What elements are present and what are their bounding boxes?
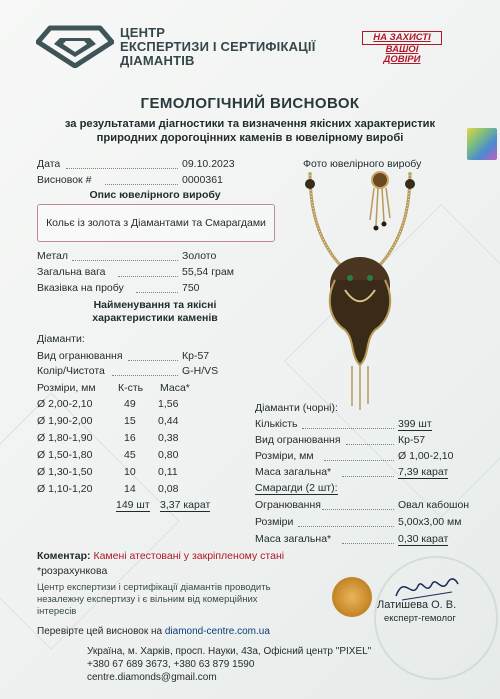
table-cell-qty: 49 — [124, 398, 136, 410]
emeralds-size-value: 5,00х3,00 мм — [398, 516, 462, 528]
column-header-size: Розміри, мм — [37, 382, 96, 394]
table-cell-size: Ø 1,90-2,00 — [37, 415, 93, 427]
slogan-line: НА ЗАХИСТІ — [362, 31, 442, 45]
photo-label: Фото ювелірного виробу — [303, 158, 422, 170]
hologram-sticker — [467, 128, 497, 160]
table-cell-mass: 1,56 — [158, 398, 179, 410]
disclaimer-line: інтересів — [37, 606, 77, 617]
table-cell-qty: 45 — [124, 449, 136, 461]
table-cell-mass: 0,11 — [158, 466, 178, 478]
document-subtitle — [30, 117, 470, 145]
slogan-line: ДОВІРИ — [383, 54, 421, 65]
emeralds-mass-value: 0,30 карат — [398, 533, 449, 545]
total-weight-label: Загальна вага — [37, 266, 106, 278]
stones-heading — [37, 299, 273, 325]
diamonds-total-qty: 149 шт — [116, 499, 150, 511]
emeralds-cut-label: Огранювання — [255, 499, 321, 511]
total-weight-value: 55,54 грам — [182, 266, 234, 278]
dotted-leader — [136, 292, 178, 293]
black-diamonds-cut-label: Вид огранювання — [255, 434, 341, 446]
column-header-qty: К-сть — [118, 382, 144, 394]
footer-address: Україна, м. Харків, просп. Науки, 43а, Офісний центр "PIXEL" — [87, 646, 372, 657]
disclaimer — [37, 582, 271, 618]
subtitle-line: за результатами діагностики та визначення якісних характеристик — [64, 118, 436, 130]
slogan-line: ВАШОЇ — [385, 44, 419, 55]
table-cell-mass: 0,08 — [158, 483, 179, 495]
black-diamonds-size-value: Ø 1,00-2,10 — [398, 450, 454, 462]
table-cell-qty: 16 — [124, 432, 136, 444]
dotted-leader — [72, 260, 178, 261]
table-cell-mass: 0,80 — [158, 449, 179, 461]
diamonds-total-mass: 3,37 карат — [160, 499, 211, 511]
diamonds-color-value: G-H/VS — [182, 365, 219, 377]
gold-seal-icon — [332, 577, 372, 617]
dotted-leader — [298, 526, 394, 527]
disclaimer-line: незалежну експертизу і є вільним від комерційних — [37, 594, 258, 605]
table-cell-mass: 0,44 — [158, 415, 179, 427]
diamonds-cut-label: Вид огранювання — [37, 350, 123, 362]
comment-label: Коментар: — [37, 550, 91, 562]
dotted-leader — [118, 276, 178, 277]
emeralds-cut-value: Овал кабошон — [398, 499, 470, 511]
dotted-leader — [128, 360, 178, 361]
table-cell-mass: 0,38 — [158, 432, 179, 444]
table-cell-qty: 10 — [124, 466, 136, 478]
black-diamonds-cut-value: Кр-57 — [398, 434, 426, 446]
org-line: ЦЕНТР — [120, 25, 166, 40]
dotted-leader — [66, 168, 178, 169]
footer-phones: +380 67 689 3673, +380 63 879 1590 — [87, 659, 255, 670]
calculation-note: *розрахункова — [37, 565, 108, 577]
dotted-leader — [105, 184, 178, 185]
hallmark-value: 750 — [182, 282, 200, 294]
table-cell-size: Ø 2,00-2,10 — [37, 398, 93, 410]
table-cell-size: Ø 1,30-1,50 — [37, 466, 93, 478]
item-description-text: Кольє із золота з Діамантами та Смарагдами — [46, 216, 266, 229]
metal-label: Метал — [37, 250, 69, 262]
emeralds-size-label: Розміри — [255, 516, 294, 528]
org-line: ЕКСПЕРТИЗИ І СЕРТИФІКАЦІЇ — [120, 39, 316, 54]
date-label: Дата — [37, 158, 61, 170]
table-cell-qty: 14 — [124, 483, 136, 495]
dotted-leader — [324, 460, 394, 461]
stones-heading-line: характеристики каменів — [92, 312, 218, 324]
stones-heading-line: Найменування та якісні — [93, 299, 217, 311]
org-line: ДІАМАНТІВ — [120, 53, 195, 68]
slogan — [362, 31, 442, 65]
hallmark-label: Вказівка на пробу — [37, 282, 124, 294]
comment-row — [37, 550, 284, 562]
item-description-heading: Опис ювелірного виробу — [89, 189, 221, 201]
footer-contacts — [87, 645, 371, 684]
black-diamonds-size-label: Розміри, мм — [255, 450, 314, 462]
diamonds-color-label: Колір/Чистота — [37, 365, 105, 377]
column-header-mass: Маса* — [160, 382, 190, 394]
diamond-logo-icon — [36, 24, 114, 68]
diamonds-heading: Діаманти: — [37, 333, 85, 345]
dotted-leader — [342, 476, 394, 477]
metal-value: Золото — [182, 250, 217, 262]
necklace-photo — [300, 170, 420, 410]
emeralds-mass-label: Маса загальна* — [255, 533, 332, 545]
organization-name — [120, 26, 316, 68]
verify-prefix: Перевірте цей висновок на — [37, 626, 163, 637]
black-diamonds-qty-value: 399 шт — [398, 418, 432, 430]
disclaimer-line: Центр експертизи і сертифікації діамантів проводить — [37, 582, 271, 593]
dotted-leader — [302, 428, 394, 429]
verify-site-link[interactable]: diamond-centre.com.ua — [164, 626, 270, 637]
table-cell-size: Ø 1,10-1,20 — [37, 483, 93, 495]
table-cell-size: Ø 1,50-1,80 — [37, 449, 93, 461]
table-cell-qty: 15 — [124, 415, 136, 427]
comment-value: Камені атестовані у закріпленому стані — [93, 550, 285, 562]
expert-role: експерт-гемолог — [384, 613, 456, 624]
black-diamonds-qty-label: Кількість — [255, 418, 298, 430]
certificate-number-label: Висновок # — [37, 174, 92, 186]
dotted-leader — [346, 444, 394, 445]
black-diamonds-mass-label: Маса загальна* — [255, 466, 332, 478]
document-title: ГЕМОЛОГІЧНИЙ ВИСНОВОК — [140, 95, 360, 112]
item-description-box — [37, 204, 275, 242]
subtitle-line: природних дорогоцінних каменів в ювелірному виробі — [96, 132, 404, 144]
certificate-number-value: 0000361 — [182, 174, 223, 186]
emeralds-heading: Смарагди (2 шт): — [255, 482, 338, 494]
verify-line — [37, 626, 270, 637]
table-cell-size: Ø 1,80-1,90 — [37, 432, 93, 444]
expert-name: Латишева О. В. — [377, 599, 457, 611]
dotted-leader — [342, 543, 394, 544]
dotted-leader — [112, 375, 178, 376]
black-diamonds-heading: Діаманти (чорні): — [255, 402, 338, 414]
black-diamonds-mass-value: 7,39 карат — [398, 466, 449, 478]
dotted-leader — [322, 509, 394, 510]
date-value: 09.10.2023 — [182, 158, 235, 170]
footer-email[interactable]: centre.diamonds@gmail.com — [87, 672, 217, 683]
diamonds-cut-value: Кр-57 — [182, 350, 210, 362]
